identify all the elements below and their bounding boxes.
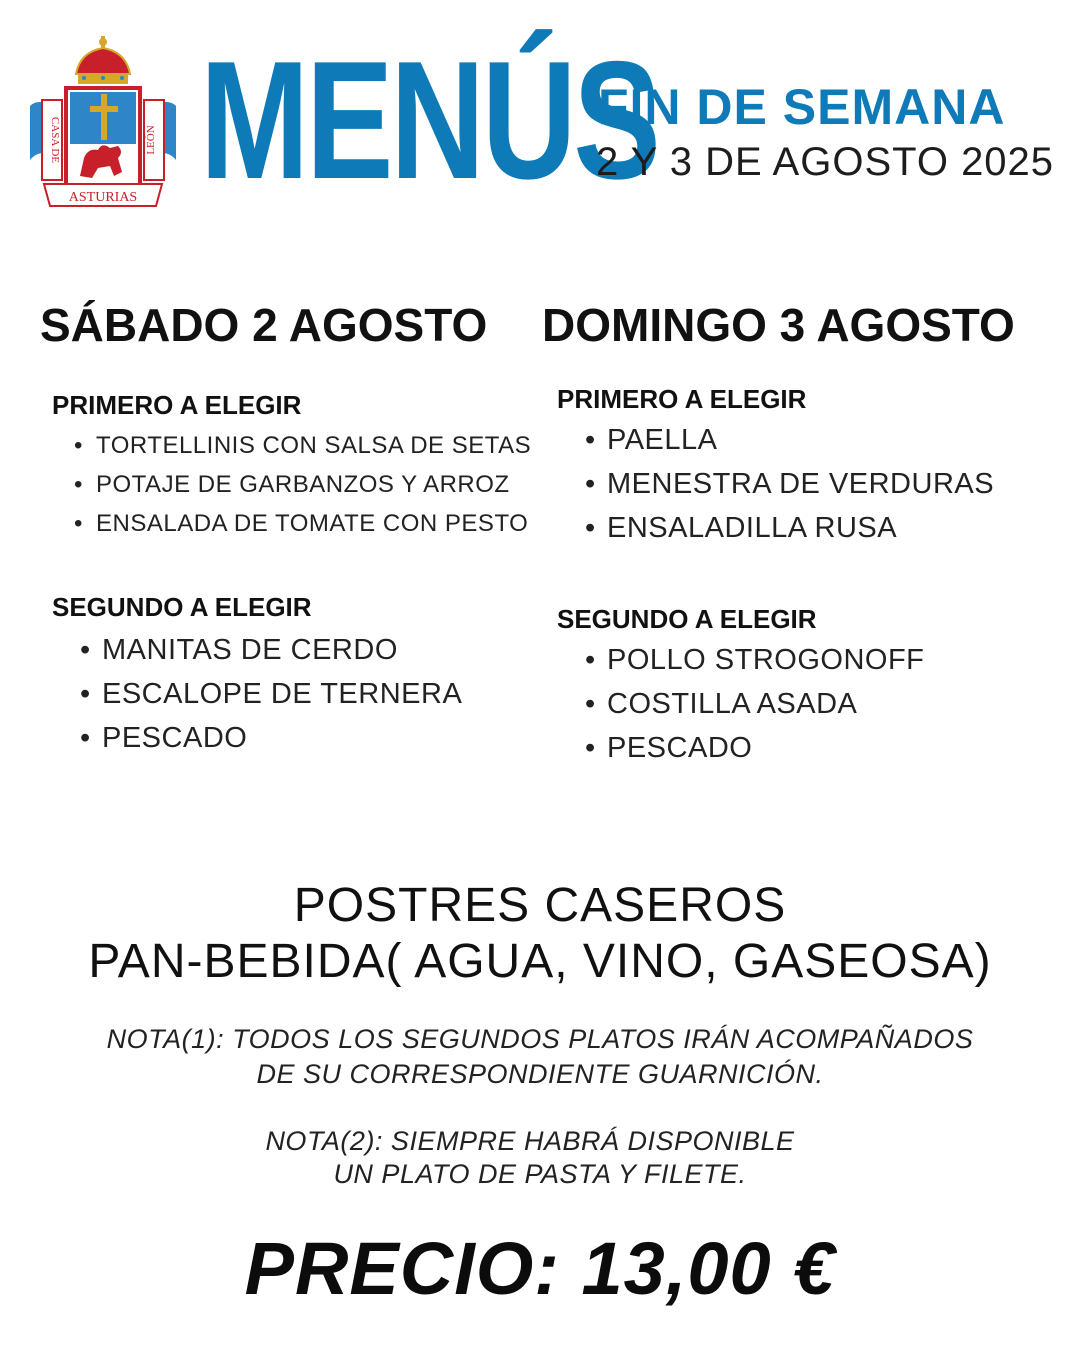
dish-label: MANITAS DE CERDO — [102, 634, 398, 666]
nota2-line2: UN PLATO DE PASTA Y FILETE. — [333, 1159, 747, 1189]
list-item — [585, 468, 995, 512]
dish-label: POLLO STROGONOFF — [607, 644, 925, 676]
bullet-icon: • — [74, 432, 83, 459]
dish-label: PESCADO — [102, 722, 248, 754]
list-item — [585, 688, 924, 732]
saturday-segundo-list — [80, 634, 463, 766]
bullet-icon: • — [74, 471, 83, 498]
saturday-segundo-title: SEGUNDO A ELEGIR — [52, 592, 312, 622]
bullet-icon: • — [585, 644, 596, 676]
sunday-segundo-list — [585, 644, 925, 776]
price: PRECIO: 13,00 € — [244, 1227, 836, 1310]
list-item — [80, 722, 462, 766]
nota1-line1: NOTA(1): TODOS LOS SEGUNDOS PLATOS IRÁN ACOMPAÑADOS — [106, 1024, 974, 1054]
dish-label: PAELLA — [607, 424, 718, 456]
bullet-icon: • — [80, 722, 91, 754]
bullet-icon: • — [74, 510, 83, 537]
postres-line: POSTRES CASEROS — [293, 879, 787, 932]
menu-date: 2 Y 3 DE AGOSTO 2025 — [596, 140, 1055, 184]
logo-bottom-text: ASTURIAS — [68, 190, 138, 205]
saturday-heading: SÁBADO 2 AGOSTO — [40, 299, 488, 351]
list-item — [74, 471, 531, 510]
sunday-primero-list — [585, 424, 995, 556]
dish-label: TORTELLINIS CON SALSA DE SETAS — [96, 432, 532, 459]
logo-left-text: CASA DE — [49, 116, 61, 164]
weekend-subtitle: FIN DE SEMANA — [598, 79, 1006, 135]
sunday-heading: DOMINGO 3 AGOSTO — [542, 299, 1015, 351]
list-item — [585, 512, 994, 556]
dish-label: PESCADO — [607, 732, 753, 764]
nota2-line1: NOTA(2): SIEMPRE HABRÁ DISPONIBLE — [265, 1126, 795, 1156]
dish-label: ENSALADILLA RUSA — [607, 512, 898, 544]
dish-label: MENESTRA DE VERDURAS — [607, 468, 995, 500]
bullet-icon: • — [80, 678, 91, 710]
dish-label: COSTILLA ASADA — [607, 688, 858, 720]
bullet-icon: • — [585, 688, 596, 720]
list-item — [80, 678, 463, 722]
list-item — [74, 432, 532, 471]
dish-label: ENSALADA DE TOMATE CON PESTO — [96, 510, 529, 537]
casa-de-asturias-logo — [28, 34, 178, 212]
list-item — [80, 634, 462, 678]
bullet-icon: • — [585, 512, 596, 544]
crown-icon — [76, 36, 130, 84]
sunday-primero-title: PRIMERO A ELEGIR — [557, 384, 807, 414]
list-item — [585, 424, 994, 468]
bullet-icon: • — [585, 424, 596, 456]
list-item — [585, 732, 924, 776]
sunday-segundo-title: SEGUNDO A ELEGIR — [557, 604, 817, 634]
saturday-primero-title: PRIMERO A ELEGIR — [52, 390, 302, 420]
logo-right-text: LEÓN — [145, 125, 157, 155]
saturday-primero-list — [74, 432, 532, 549]
list-item — [585, 644, 925, 688]
menu-title: MENÚS — [200, 26, 658, 214]
pan-bebida-line: PAN-BEBIDA( AGUA, VINO, GASEOSA) — [88, 935, 992, 988]
list-item — [74, 510, 531, 549]
nota1-line2: DE SU CORRESPONDIENTE GUARNICIÓN. — [256, 1059, 824, 1089]
dish-label: POTAJE DE GARBANZOS Y ARROZ — [96, 471, 510, 498]
bullet-icon: • — [585, 468, 596, 500]
dish-label: ESCALOPE DE TERNERA — [102, 678, 463, 710]
bullet-icon: • — [80, 634, 91, 666]
bullet-icon: • — [585, 732, 596, 764]
